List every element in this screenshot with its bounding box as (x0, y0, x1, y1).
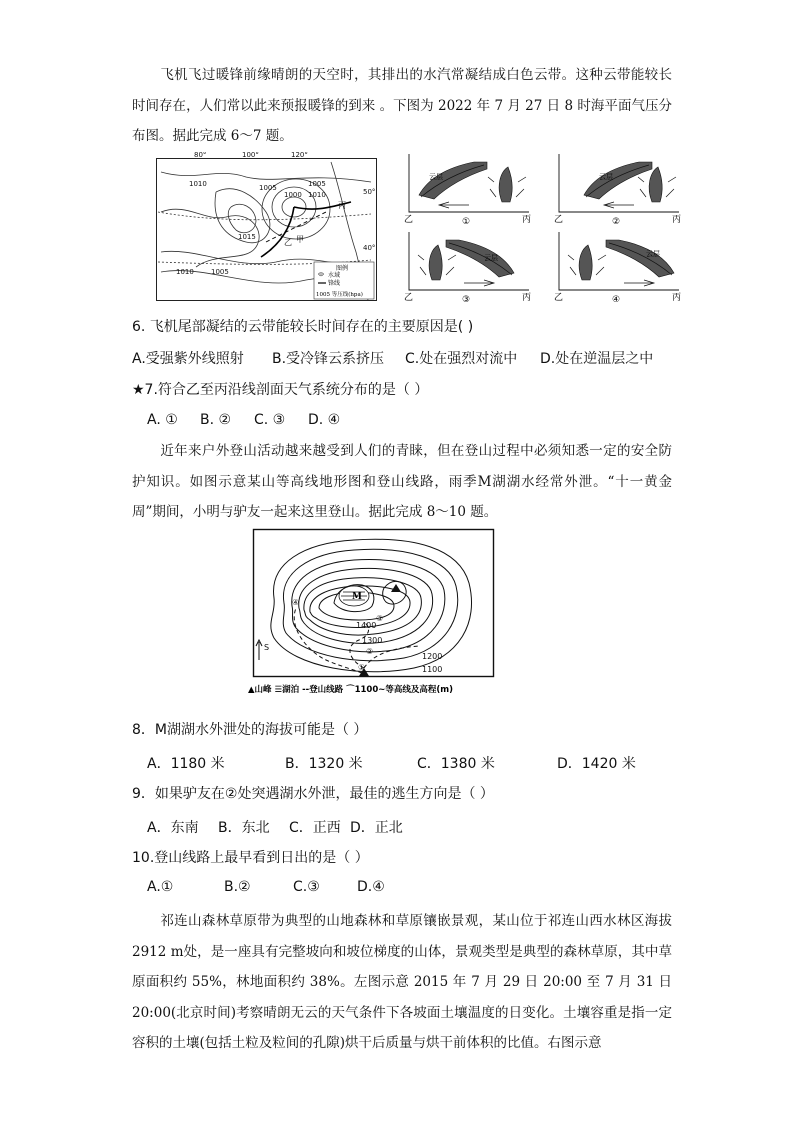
q6-option-b[interactable]: B.受冷锋云系挤压 (272, 351, 385, 367)
profile-right-label: 丙 (672, 215, 682, 225)
profile-number: ④ (612, 295, 621, 302)
isobar-label: 1000 (284, 191, 302, 199)
profile-panel-3 (404, 232, 531, 302)
q6-option-c[interactable]: C.处在强烈对流中 (405, 351, 518, 367)
profile-left-label: 乙 (554, 215, 564, 225)
lon-label: 120° (291, 152, 308, 159)
q9-option-a[interactable]: A．东南 (147, 820, 199, 836)
legend-item: 锋线 (328, 280, 341, 287)
cloud-label: 云层 (646, 250, 660, 258)
contour-label: 1200 (422, 652, 443, 661)
isobar-label: 1010 (308, 191, 326, 199)
q10-stem: 10.登山线路上最早看到日出的是（ ） (132, 850, 369, 866)
place-label-jia: 甲 (296, 235, 304, 244)
legend-item: 水域 (328, 272, 341, 279)
q8-option-a[interactable]: A．1180 米 (147, 756, 225, 772)
q9-stem: 9．如果驴友在②处突遇湖水外泄，最佳的逃生方向是（ ） (132, 786, 494, 802)
isobar-label: 1005 (308, 180, 326, 188)
q8-stem: 8．M湖湖水外泄处的海拔可能是（ ） (132, 722, 368, 738)
point-3: ③ (376, 614, 384, 623)
north-label: S (264, 643, 270, 652)
map-legend (314, 262, 374, 299)
q10-option-a[interactable]: A.① (147, 879, 174, 895)
lat-label: 50° (363, 188, 376, 196)
lake-label: M (352, 592, 362, 602)
profile-number: ① (462, 217, 471, 227)
pressure-map (156, 152, 378, 302)
passage-1: 飞机飞过暖锋前缘晴朗的天空时，其排出的水汽常凝结成白色云带。这种云带能较长时间存在，人们常以此来预报暖锋的到来 。下图为 2022 年 7 月 27 日 8 时海平面气压分布图。据此完成 6～7 题。 (132, 67, 672, 144)
q7-stem: ★7.符合乙至丙沿线剖面天气系统分布的是（ ） (132, 382, 429, 398)
contour-map (244, 528, 500, 698)
profile-left-label: 乙 (404, 293, 414, 302)
profile-number: ③ (462, 295, 471, 302)
q8-option-c[interactable]: C．1380 米 (417, 756, 495, 772)
profile-number: ② (612, 217, 621, 227)
profile-panel-1 (404, 154, 531, 227)
contour-label: 1300 (362, 636, 383, 645)
cloud-label: 云层 (429, 173, 443, 181)
point-1: ① (358, 663, 366, 672)
profile-panel-2 (554, 154, 681, 227)
cloud-label: 云层 (599, 173, 613, 181)
q10-option-c[interactable]: C.③ (293, 879, 320, 895)
q9-option-b[interactable]: B．东北 (218, 820, 270, 836)
profile-panel-4 (554, 232, 681, 302)
isobar-label: 1010 (176, 268, 194, 276)
lon-label: 100° (242, 152, 259, 159)
isobar-label: 1005 (211, 268, 229, 276)
lon-label: 80° (194, 152, 207, 159)
point-2: ② (366, 647, 374, 656)
profile-panels (404, 152, 696, 302)
q6-stem: 6. 飞机尾部凝结的云带能较长时间存在的主要原因是( ) (132, 319, 474, 335)
profile-right-label: 丙 (672, 293, 682, 302)
isobar-label: 1015 (238, 233, 256, 241)
isobar-label: 1010 (189, 180, 207, 188)
profile-right-label: 丙 (522, 215, 532, 225)
profile-right-label: 丙 (522, 293, 532, 302)
legend-title: 图例 (336, 265, 349, 272)
q7-option-c[interactable]: C. ③ (254, 412, 286, 428)
point-4: ④ (292, 598, 300, 607)
lat-label: 40° (363, 244, 376, 252)
profile-left-label: 乙 (554, 293, 564, 302)
q6-option-a[interactable]: A.受强紫外线照射 (132, 351, 244, 367)
q7-option-b[interactable]: B. ② (200, 412, 232, 428)
q8-option-d[interactable]: D．1420 米 (557, 756, 636, 772)
place-label-yi: 乙 (284, 238, 292, 247)
q10-option-b[interactable]: B.② (224, 879, 251, 895)
legend-item: 1005 等压线(hpa) (316, 292, 363, 298)
q8-option-b[interactable]: B．1320 米 (285, 756, 363, 772)
q6-option-d[interactable]: D.处在逆温层之中 (540, 351, 654, 367)
lake-m (339, 586, 369, 606)
passage-2: 近年来户外登山活动越来越受到人们的青睐，但在登山过程中必须知悉一定的安全防护知识。如图示意某山等高线地形图和登山线路，雨季M湖湖水经常外泄。“十一黄金周”期间，小明与驴友一起来这里登山。据此完成 8～10 题。 (132, 443, 672, 520)
passage-3: 祁连山森林草原带为典型的山地森林和草原镶嵌景观，某山位于祁连山西水林区海拔 2912 m处，是一座具有完整坡向和坡位梯度的山体，景观类型是典型的森林草原，其中草原面积约 55%，林地面积约 38%。左图示意 2015 年 7 月 29 日 20:00 至 7 月 31 日 20:00(北京时间)考察晴朗无云的天气条件下各坡面土壤温度的日变化。土壤容重是指一定容积的土壤(包括土粒及粒间的孔隙)烘干后质量与烘干前体积的比值。右图示意 (132, 913, 672, 1051)
profile-left-label: 乙 (404, 215, 414, 225)
contour-legend: ▲山峰 ☰湖泊 --登山线路 ⌒1100~等高线及高程(m) (248, 685, 453, 695)
cloud-label: 云层 (484, 254, 498, 262)
q7-option-d[interactable]: D. ④ (308, 412, 341, 428)
q10-option-d[interactable]: D.④ (357, 879, 385, 895)
q9-option-c[interactable]: C．正西 (289, 820, 341, 836)
q9-option-d[interactable]: D．正北 (350, 820, 403, 836)
isobar-label: 1005 (259, 184, 277, 192)
contour-label: 1400 (356, 621, 377, 630)
q7-option-a[interactable]: A. ① (147, 412, 178, 428)
place-label-bing: 丙 (338, 201, 346, 210)
contour-label: 1100 (422, 665, 443, 674)
